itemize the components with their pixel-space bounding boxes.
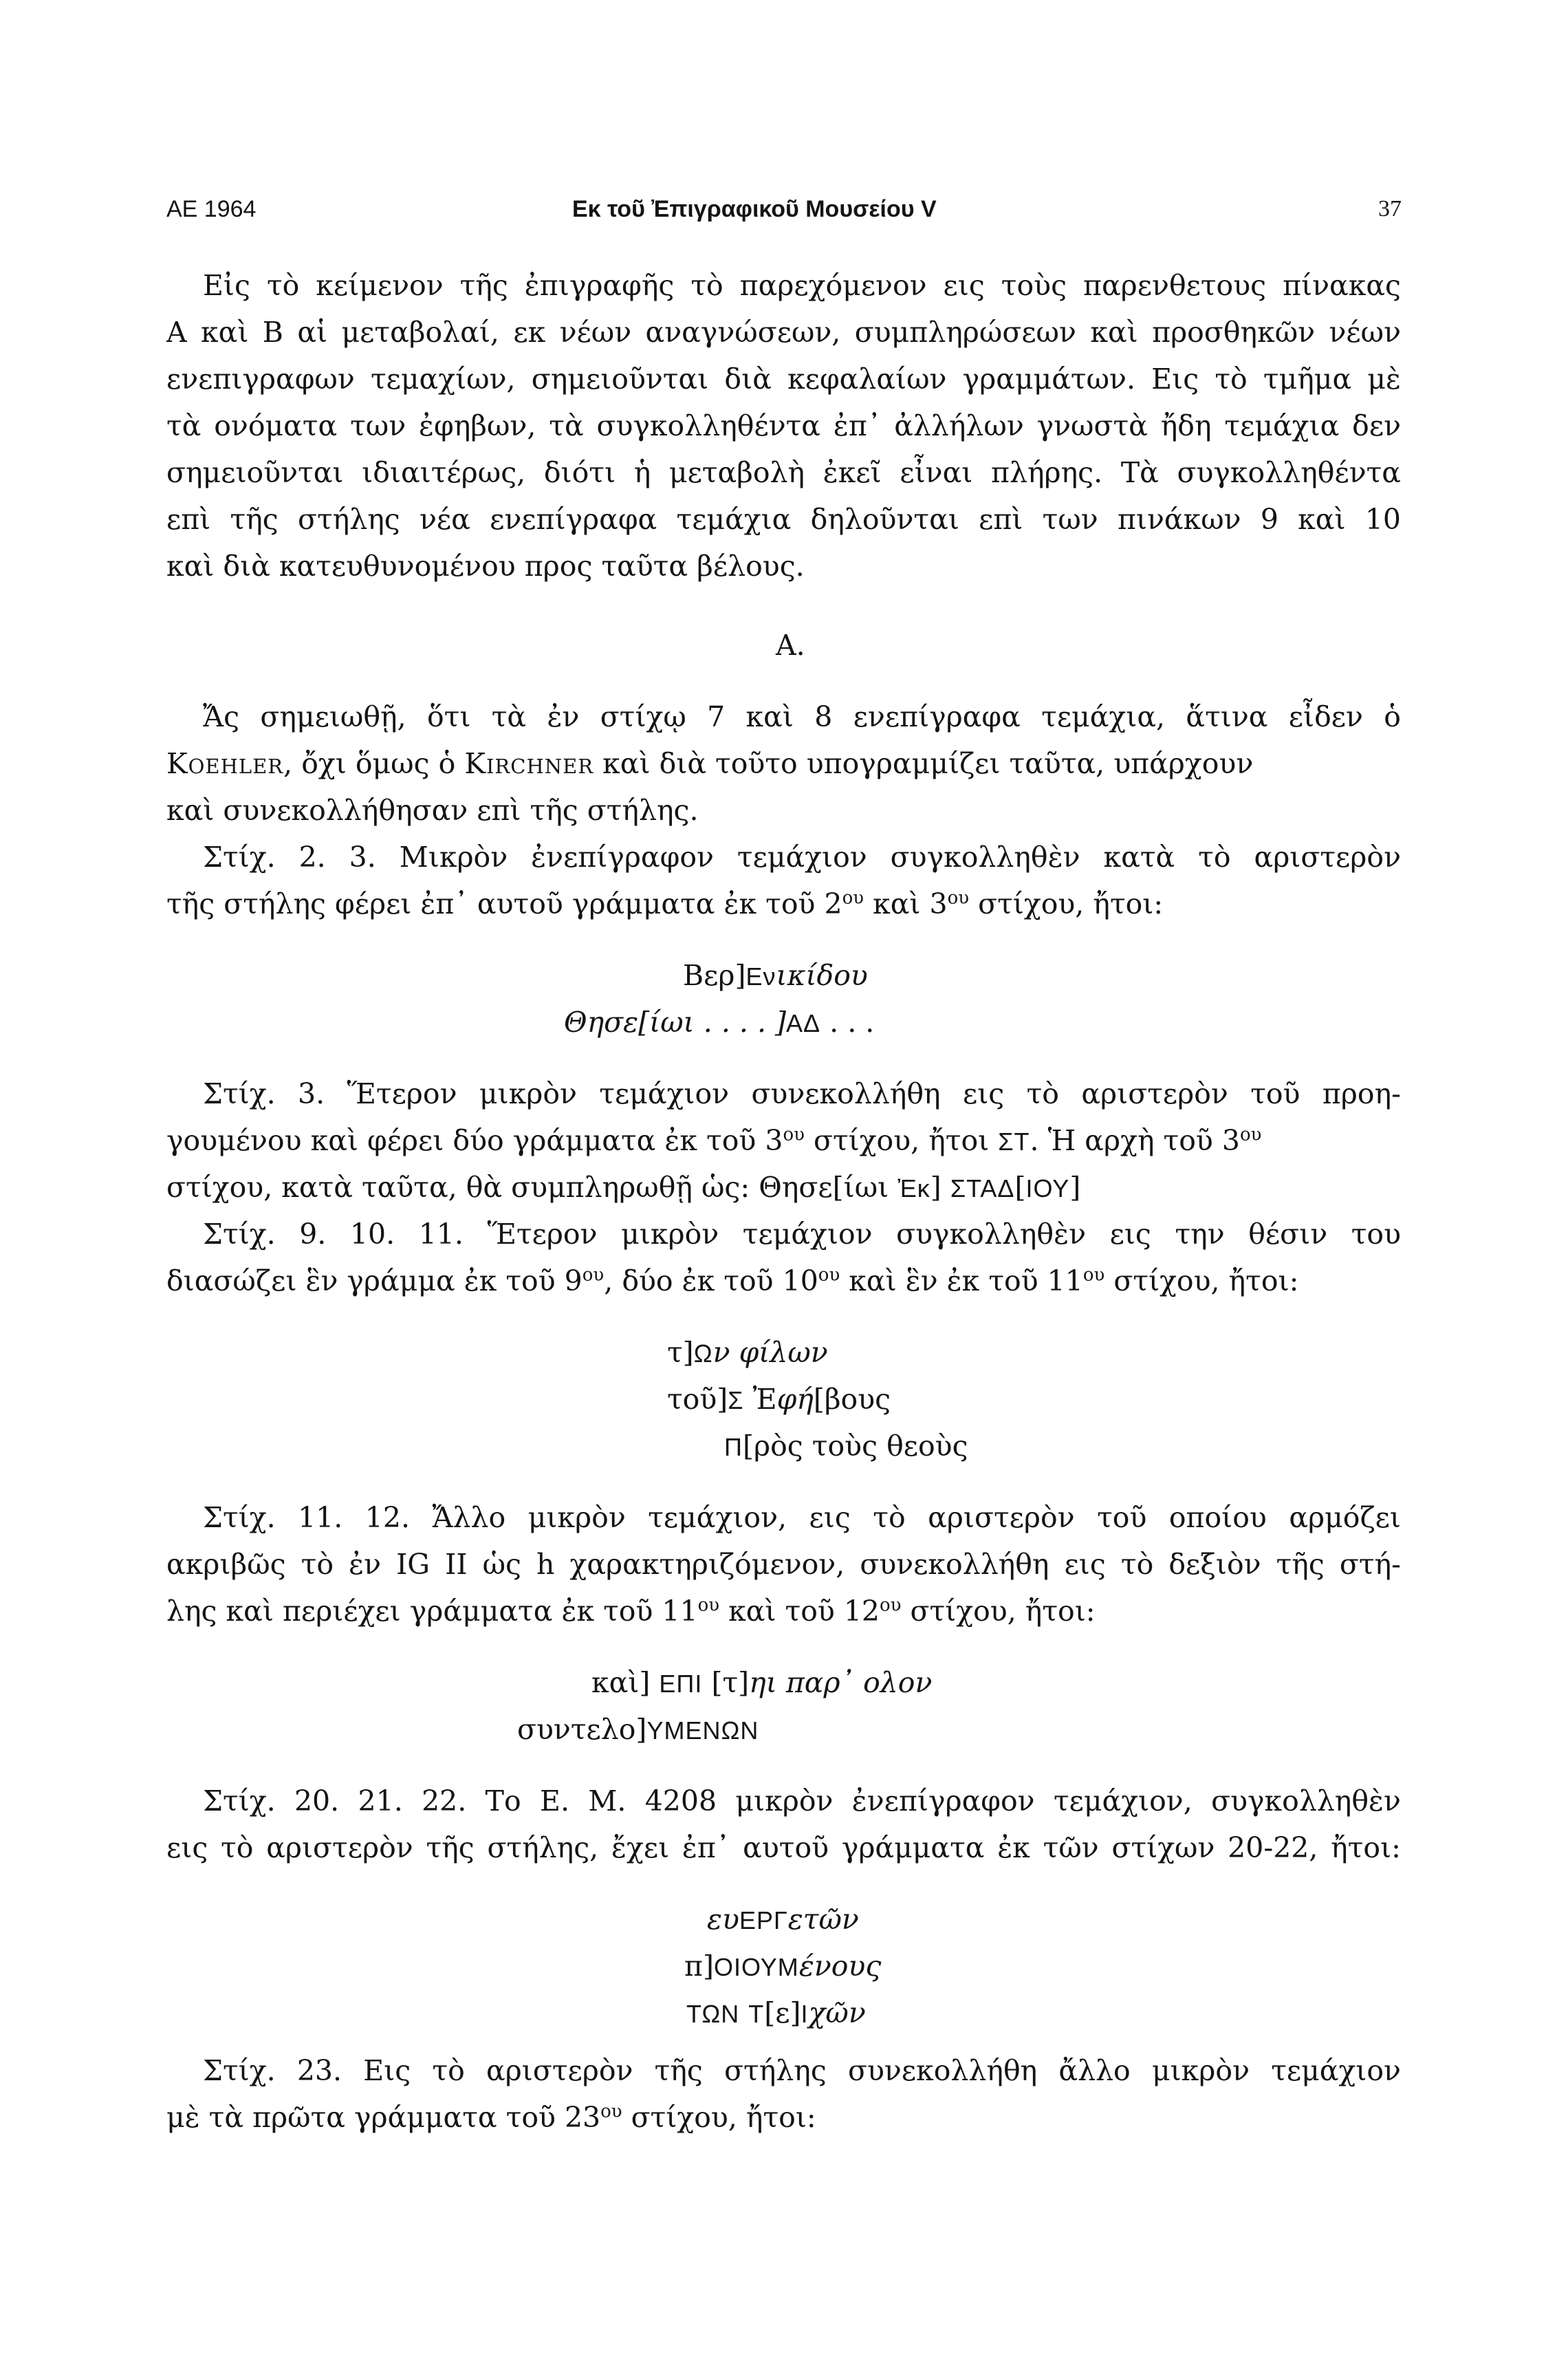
para-f-line-2: εις τὸ αριστερὸν τῆς στήλης, ἔχει ἐπ᾽ αυτοῦ γράμματα ἐκ τῶν στίχων 20-22, ἤτοι: xyxy=(166,1831,1401,1864)
running-title: Εκ τοῦ Ἐπιγραφικοῦ Μουσείου V xyxy=(572,196,937,222)
para-g-line-1: Στίχ. 23. Εις τὸ αριστερὸν τῆς στήλης συνεκολλήθη ἄλλο μικρὸν τεμάχιον xyxy=(203,2054,1401,2087)
intro-line-5: σημειοῦνται ιδιαιτέρως, διότι ἡ μεταβολὴ ἐκεῖ εἶναι πλήρης. Τὰ συγκολληθέντα xyxy=(166,456,1401,489)
para-f-line-1: Στίχ. 20. 21. 22. Το Ε. Μ. 4208 μικρὸν ἐνεπίγραφον τεμάχιον, συγκολληθὲν xyxy=(203,1784,1401,1817)
inscription-2-line-2: τοῦ]Σ Ἐφή[βους xyxy=(667,1383,891,1416)
inscription-4-line-1: ευΕΡΓετῶν xyxy=(707,1903,859,1936)
para-a-line-2: Koehler, ὄχι ὅμως ὁ Kirchner καὶ διὰ τοῦτο υπογραμμίζει ταῦτα, υπάρχουν xyxy=(166,747,1254,780)
inscription-4-line-2: π]ΟΙΟΥΜένους xyxy=(684,1950,882,1983)
para-b-line-1: Στίχ. 2. 3. Μικρὸν ἐνεπίγραφον τεμάχιον συγκολληθὲν κατὰ τὸ αριστερὸν xyxy=(203,841,1401,874)
inscription-2-line-3: Π[ρὸς τοὺς θεοὺς xyxy=(724,1429,968,1463)
intro-line-4: τὰ ονόματα των ἐφηβων, τὰ συγκολληθέντα ἐπ᾽ ἀλλήλων γνωστὰ ἤδη τεμάχια δεν xyxy=(166,409,1401,442)
para-d-line-2: διασώζει ἓν γράμμα ἐκ τοῦ $9^{o\upsilon}$, δύο ἐκ τοῦ $10^{o\upsilon}$ καὶ ἓν ἐκ τοῦ $11^{o\upsilon}$ στίχου, ἤτοι: xyxy=(166,1264,1299,1297)
para-d-line-1: Στίχ. 9. 10. 11. Ἕτερον μικρὸν τεμάχιον συγκολληθὲν εις την θέσιν του xyxy=(203,1218,1401,1251)
intro-line-7: καὶ διὰ κατευθυνομένου προς ταῦτα βέλους. xyxy=(166,550,805,583)
para-a-line-3: καὶ συνεκολλήθησαν επὶ τῆς στήλης. xyxy=(166,794,699,827)
inscription-3-line-2: συντελο]ΥΜΕΝΩΝ xyxy=(517,1713,759,1746)
para-c-line-2: γουμένου καὶ φέρει δύο γράμματα ἐκ τοῦ $3^{o\upsilon}$ στίχου, ἤτοι ΣΤ. Ἡ αρχὴ τοῦ $3^{o\upsilon}$ xyxy=(166,1124,1262,1157)
para-e-line-3: λης καὶ περιέχει γράμματα ἐκ τοῦ $11^{o\upsilon}$ καὶ τοῦ $12^{o\upsilon}$ στίχου, ἤτοι: xyxy=(166,1595,1096,1628)
para-a-line-1: Ἄς σημειωθῇ, ὅτι τὰ ἐν στίχῳ 7 καὶ 8 ενεπίγραφα τεμάχια, ἅτινα εἶδεν ὁ xyxy=(203,700,1401,733)
section-heading: Α. xyxy=(776,629,805,662)
journal-volume: ΑΕ 1964 xyxy=(166,196,257,222)
inscription-4-line-3: ΤΩΝ Τ[ε]Ιχῶν xyxy=(686,1996,866,2029)
inscription-1-line-1: Βερ]Ενικίδου xyxy=(683,959,868,992)
para-c-line-1: Στίχ. 3. Ἕτερον μικρὸν τεμάχιον συνεκολλήθη εις τὸ αριστερὸν τοῦ προη- xyxy=(203,1077,1401,1110)
page-number: 37 xyxy=(1378,196,1402,222)
running-header xyxy=(166,196,1402,237)
para-c-line-3: στίχου, κατὰ ταῦτα, θὰ συμπληρωθῇ ὡς: Θησε[ίωι Ἐκ] ΣΤΑΔ[ΙΟΥ] xyxy=(166,1171,1081,1204)
inscription-1-line-2: Θησε[ίωι . . . . ]ΑΔ . . . xyxy=(564,1006,875,1039)
inscription-3-line-1: καὶ] ΕΠΙ [τ]ηι παρ᾽ ολον xyxy=(591,1666,933,1699)
intro-line-1: Εἰς τὸ κείμενον τῆς ἐπιγραφῆς τὸ παρεχόμενον εις τοὺς παρενθετους πίνακας xyxy=(203,269,1401,302)
para-e-line-2: ακριβῶς τὸ ἐν IG II ὡς h χαρακτηριζόμενον, συνεκολλήθη εις τὸ δεξιὸν τῆς στή- xyxy=(166,1548,1401,1581)
author-kirchner: Kirchner xyxy=(464,747,594,780)
intro-line-2: Α καὶ Β αἱ μεταβολαί, εκ νέων αναγνώσεων, συμπληρώσεων καὶ προσθηκῶν νέων xyxy=(166,316,1401,349)
intro-line-3: ενεπιγραφων τεμαχίων, σημειοῦνται διὰ κεφαλαίων γραμμάτων. Εις τὸ τμῆμα μὲ xyxy=(166,363,1401,396)
para-b-line-2: τῆς στήλης φέρει ἐπ᾽ αυτοῦ γράμματα ἐκ τοῦ $2^{o\upsilon}$ καὶ $3^{o\upsilon}$ στίχου, ἤτοι: xyxy=(166,887,1164,920)
para-e-line-1: Στίχ. 11. 12. Ἄλλο μικρὸν τεμάχιον, εις τὸ αριστερὸν τοῦ οποίου αρμόζει xyxy=(203,1501,1401,1534)
para-g-line-2: μὲ τὰ πρῶτα γράμματα τοῦ $23^{o\upsilon}$ στίχου, ἤτοι: xyxy=(166,2101,816,2134)
author-koehler: Koehler xyxy=(166,747,284,780)
inscription-2-line-1: τ]Ων φίλων xyxy=(667,1336,828,1369)
intro-line-6: επὶ τῆς στήλης νέα ενεπίγραφα τεμάχια δηλοῦνται επὶ των πινάκων 9 καὶ 10 xyxy=(166,503,1401,536)
